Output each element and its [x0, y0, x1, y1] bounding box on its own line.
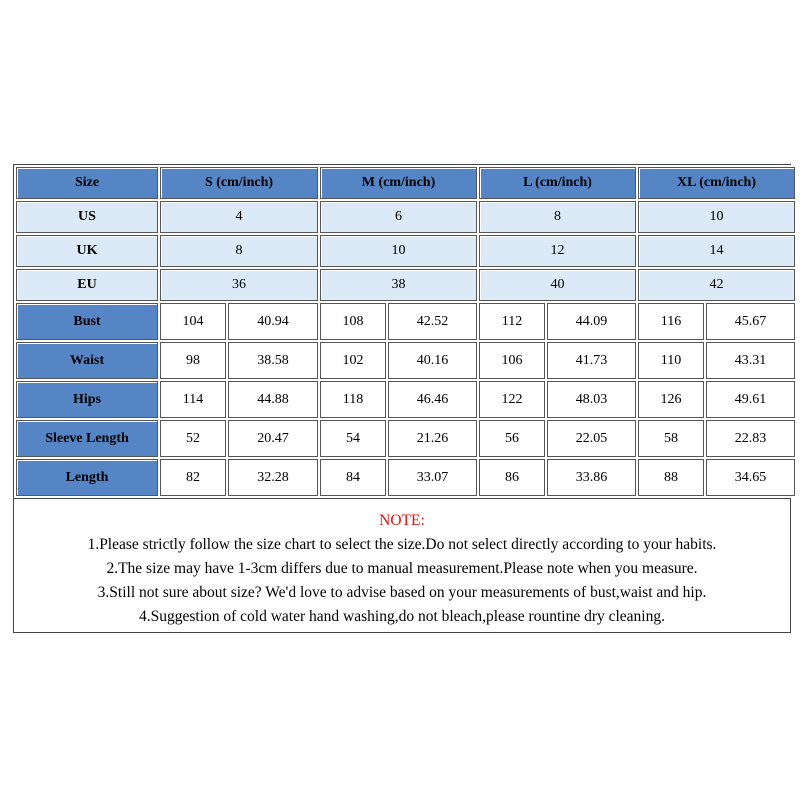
size-value: 38 — [320, 269, 477, 301]
cm-value: 112 — [479, 303, 545, 340]
cm-value: 126 — [638, 381, 704, 418]
cm-value: 104 — [160, 303, 226, 340]
note-item: 4.Suggestion of cold water hand washing,do not bleach,please rountine dry cleaning. — [138, 608, 665, 625]
inch-value: 44.09 — [547, 303, 636, 340]
column-header-s: S (cm/inch) — [160, 167, 318, 199]
row-label: Length — [16, 459, 158, 496]
inch-value: 41.73 — [547, 342, 636, 379]
size-header: Size — [16, 167, 158, 199]
inch-value: 21.26 — [388, 420, 477, 457]
cm-value: 88 — [638, 459, 704, 496]
size-value: 36 — [160, 269, 318, 301]
size-table — [14, 165, 797, 498]
size-value: 10 — [320, 235, 477, 267]
note-item: 3.Still not sure about size? We'd love to advise based on your measurements of bust,waist and hip. — [97, 584, 707, 601]
cm-value: 86 — [479, 459, 545, 496]
inch-value: 34.65 — [706, 459, 795, 496]
table-row — [16, 201, 795, 233]
table-row — [16, 381, 795, 418]
notes-section — [14, 498, 790, 632]
inch-value: 48.03 — [547, 381, 636, 418]
size-value: 14 — [638, 235, 795, 267]
cm-value: 114 — [160, 381, 226, 418]
size-value: 40 — [479, 269, 636, 301]
inch-value: 40.16 — [388, 342, 477, 379]
cm-value: 108 — [320, 303, 386, 340]
size-value: 4 — [160, 201, 318, 233]
inch-value: 32.28 — [228, 459, 318, 496]
inch-value: 42.52 — [388, 303, 477, 340]
cm-value: 98 — [160, 342, 226, 379]
note-item: 2.The size may have 1-3cm differs due to manual measurement.Please note when you measure. — [106, 560, 698, 577]
table-row — [16, 303, 795, 340]
cm-value: 106 — [479, 342, 545, 379]
row-label: Sleeve Length — [16, 420, 158, 457]
cm-value: 122 — [479, 381, 545, 418]
inch-value: 38.58 — [228, 342, 318, 379]
cm-value: 116 — [638, 303, 704, 340]
cm-value: 58 — [638, 420, 704, 457]
table-row — [16, 342, 795, 379]
column-header-l: L (cm/inch) — [479, 167, 636, 199]
size-chart — [13, 164, 791, 633]
table-row — [16, 420, 795, 457]
inch-value: 33.07 — [388, 459, 477, 496]
cm-value: 56 — [479, 420, 545, 457]
inch-value: 22.83 — [706, 420, 795, 457]
table-row — [16, 269, 795, 301]
inch-value: 22.05 — [547, 420, 636, 457]
cm-value: 54 — [320, 420, 386, 457]
notes-title: NOTE: — [379, 512, 425, 529]
size-value: 10 — [638, 201, 795, 233]
cm-value: 118 — [320, 381, 386, 418]
inch-value: 20.47 — [228, 420, 318, 457]
header-row — [16, 167, 795, 199]
inch-value: 40.94 — [228, 303, 318, 340]
cm-value: 102 — [320, 342, 386, 379]
table-row — [16, 235, 795, 267]
row-label: Bust — [16, 303, 158, 340]
inch-value: 49.61 — [706, 381, 795, 418]
row-label: US — [16, 201, 158, 233]
cm-value: 82 — [160, 459, 226, 496]
column-header-m: M (cm/inch) — [320, 167, 477, 199]
size-value: 8 — [160, 235, 318, 267]
size-value: 12 — [479, 235, 636, 267]
size-value: 42 — [638, 269, 795, 301]
inch-value: 44.88 — [228, 381, 318, 418]
row-label: EU — [16, 269, 158, 301]
cm-value: 84 — [320, 459, 386, 496]
inch-value: 43.31 — [706, 342, 795, 379]
inch-value: 33.86 — [547, 459, 636, 496]
cm-value: 52 — [160, 420, 226, 457]
row-label: UK — [16, 235, 158, 267]
note-item: 1.Please strictly follow the size chart to select the size.Do not select directly according to your habits. — [87, 536, 717, 553]
size-value: 8 — [479, 201, 636, 233]
row-label: Hips — [16, 381, 158, 418]
column-header-xl: XL (cm/inch) — [638, 167, 795, 199]
cm-value: 110 — [638, 342, 704, 379]
size-value: 6 — [320, 201, 477, 233]
inch-value: 45.67 — [706, 303, 795, 340]
inch-value: 46.46 — [388, 381, 477, 418]
table-row — [16, 459, 795, 496]
row-label: Waist — [16, 342, 158, 379]
